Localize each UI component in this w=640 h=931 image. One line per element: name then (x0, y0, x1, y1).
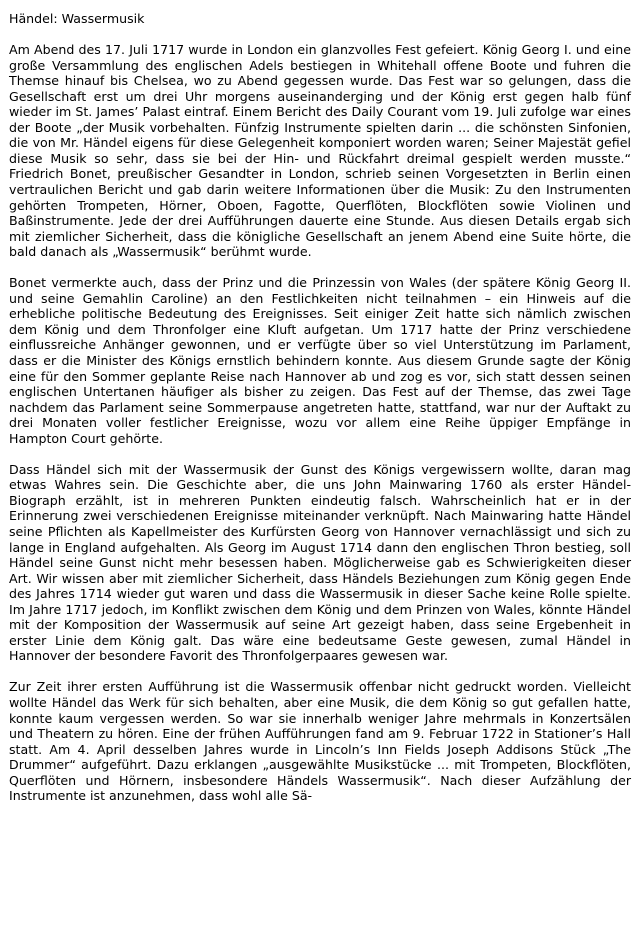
document-title: Händel: Wassermusik (9, 11, 145, 26)
paragraph-3: Dass Händel sich mit der Wassermusik der Gunst des Königs vergewissern wollte, daran mag etwas Wahres sein. Die Geschichte aber, die uns John Mainwaring 1760 als erster Händel-Biograph erzählt, ist in mehreren Punkten eindeutig falsch. Wahrscheinlich hat er in der Erinnerung zwei verschiedenen Ereignisse miteinander verknüpft. Nach Mainwaring hatte Händel seine Pflichten als Kapellmeister des Kurfürsten Georg von Hannover vernachlässigt und sich zu lange in England aufgehalten. Als Georg im August 1714 dann den englischen Thron bestieg, soll Händel seine Gunst nicht mehr besessen haben. Möglicherweise gab es Schwierigkeiten dieser Art. Wir wissen aber mit ziemlicher Sicherheit, dass Händels Beziehungen zum König gegen Ende des Jahres 1714 wieder gut waren und dass die Wassermusik in dieser Sache keine Rolle spielte. Im Jahre 1717 jedoch, im Konflikt zwischen dem König und dem Prinzen von Wales, könnte Händel mit der Komposition der Wassermusik auf seine Art gezeigt haben, dass seine Ergebenheit in erster Linie dem König galt. Das wäre eine bedeutsame Geste gewesen, zumal Händel in Hannover der besondere Favorit des Thronfolgerpaares gewesen war. (9, 461, 631, 664)
paragraph-1: Am Abend des 17. Juli 1717 wurde in London ein glanzvolles Fest gefeiert. König Georg I. und eine große Versammlung des englischen Adels bestiegen in Whitehall offene Boote und fuhren die Themse hinauf bis Chelsea, wo zu Abend gegessen wurde. Das Fest war so gelungen, dass die Gesellschaft erst um drei Uhr morgens auseinanderging und der König erst gegen halb fünf wieder im St. James’ Palast eintraf. Einem Bericht des Daily Courant vom 19. Juli zufolge war eines der Boote „der Musik vorbehalten. Fünfzig Instrumente spielten darin ... die schönsten Sinfonien, die von Mr. Händel eigens für diese Gelegenheit komponiert worden waren; Seiner Majestät gefiel diese Musik so sehr, dass sie bei der Hin- und Rückfahrt dreimal gespielt werden musste.“ Friedrich Bonet, preußischer Gesandter in London, schrieb seinen Vorgesetzten in Berlin einen vertraulichen Bericht und gab darin weitere Informationen über die Musik: Zu den Instrumenten gehörten Trompeten, Hörner, Oboen, Fagotte, Querflöten, Blockflöten sowie Violinen und Baßinstrumente. Jede der drei Aufführungen dauerte eine Stunde. Aus diesen Details ergab sich mit ziemlicher Sicherheit, dass die königliche Gesellschaft an jenem Abend eine Suite hörte, die bald danach als „Wassermusik“ berühmt wurde. (9, 42, 631, 260)
paragraph-2: Bonet vermerkte auch, dass der Prinz und die Prinzessin von Wales (der spätere König Georg II. und seine Gemahlin Caroline) an den Festlichkeiten nicht teilnahmen – ein Hinweis auf die erhebliche politische Bedeutung des Ereignisses. Seit einiger Zeit hatte sich nämlich zwischen dem König und dem Thronfolger eine Kluft aufgetan. Um 1717 hatte der Prinz verschiedene einflussreiche Anhänger gewonnen, und er verfügte über so viel Unterstützung im Parlament, dass er die Minister des Königs ernstlich behindern konnte. Aus diesem Grunde sagte der König eine für den Sommer geplante Reise nach Hannover ab und zog es vor, sich statt dessen seinen englischen Untertanen häufiger als bisher zu zeigen. Das Fest auf der Themse, das zwei Tage nachdem das Parlament seine Sommerpause angetreten hatte, stattfand, war nur der Auftakt zu drei Monaten voller festlicher Ereignisse, wozu vor allem eine Reihe üppiger Empfänge in Hampton Court gehörte. (9, 275, 631, 446)
paragraph-4: Zur Zeit ihrer ersten Aufführung ist die Wassermusik offenbar nicht gedruckt worden. Vielleicht wollte Händel das Werk für sich behalten, aber eine Musik, die dem König so gut gefallen hatte, konnte kaum vergessen werden. So war sie innerhalb weniger Jahre mehrmals in Konzertsälen und Theatern zu hören. Eine der frühen Aufführungen fand am 9. Februar 1722 in Stationer’s Hall statt. Am 4. April desselben Jahres wurde in Lincoln’s Inn Fields Joseph Addisons Stück „The Drummer“ aufgeführt. Dazu erklangen „ausgewählte Musikstücke ... mit Trompeten, Blockflöten, Querflöten und Hörnern, insbesondere Händels Wassermusik“. Nach dieser Aufzählung der Instrumente ist anzunehmen, dass wohl alle Sä- (9, 679, 631, 804)
